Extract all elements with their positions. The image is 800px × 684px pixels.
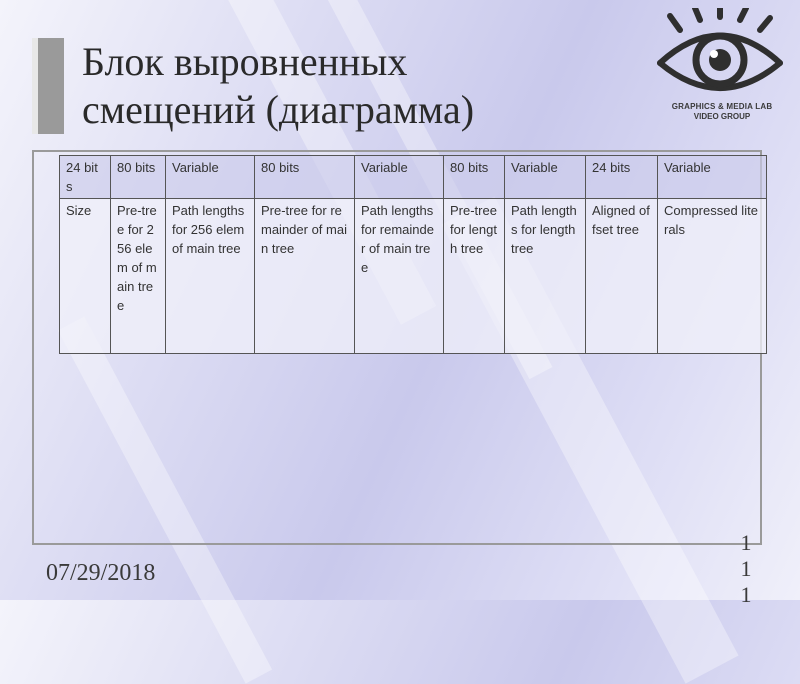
slide-title [82,38,642,134]
table-row [60,199,767,354]
table-cell: Path lengths for remainder of main tree [355,199,444,354]
table-cell: Compressed literals [658,199,767,354]
logo-text-group: VIDEO GROUP [693,112,751,121]
table-header-cell: 80 bits [444,156,505,199]
table-header-cell: Variable [166,156,255,199]
table-cell: Size [60,199,111,354]
table-cell: Pre-tree for length tree [444,199,505,354]
bit-layout-table [59,155,767,354]
table-cell: Pre-tree for remainder of main tree [255,199,355,354]
frame-bottom-line [32,543,762,545]
table-cell: Path lengths for length tree [505,199,586,354]
page-digit: 1 [740,530,752,555]
table-header-cell: 80 bits [255,156,355,199]
frame-top-line [32,150,762,152]
page-digit: 1 [740,556,752,581]
table-header-cell: Variable [658,156,767,199]
table-cell: Path lengths for 256 elem of main tree [166,199,255,354]
title-line-2: смещений (диаграмма) [82,87,475,132]
logo-text-lab: GRAPHICS & MEDIA LAB [671,102,773,111]
table-header-cell: Variable [505,156,586,199]
table-header-cell: 80 bits [111,156,166,199]
table-header-cell: 24 bits [586,156,658,199]
table-header-cell: 24 bits [60,156,111,199]
table-header-cell: Variable [355,156,444,199]
table-cell: Pre-tree for 256 elem of main tree [111,199,166,354]
title-accent-bar [32,38,64,134]
table-header-row [60,156,767,199]
slide-page-number [736,530,756,608]
page-digit: 1 [740,582,752,607]
frame-left-line [32,150,34,545]
title-line-1: Блок выровненных [82,39,408,84]
slide-date: 07/29/2018 [46,560,156,586]
background-streak [58,316,272,683]
table-cell: Aligned offset tree [586,199,658,354]
